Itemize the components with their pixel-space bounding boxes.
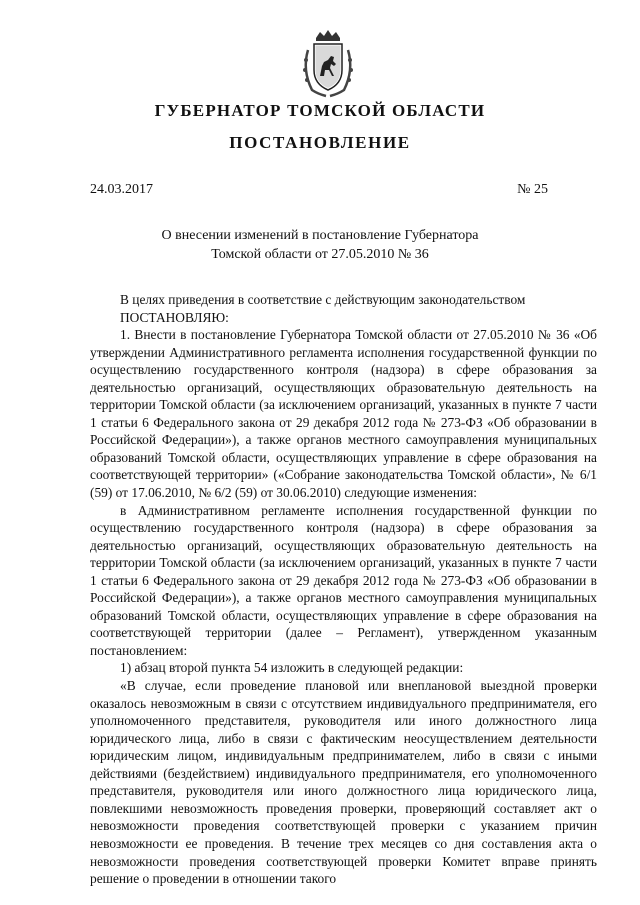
document-body xyxy=(90,291,597,888)
paragraph-resolve: ПОСТАНОВЛЯЮ: xyxy=(120,309,229,325)
paragraph-quote: «В случае, если проведение плановой или внеплановой выездной проверки оказалось невозможным в связи с отсутствием индивидуального предпринимателя, его уполномоченного представителя, руководителя или иного должностного лица юридического лица, либо в связи с фактическим неосуществлением деятельности юридическим лицом, индивидуальным предпринимателем, либо в связи с иными действиями (бездействием) индивидуального предпринимателя, его уполномоченного представителя, руководителя или иного должностного лица юридического лица, повлекшими невозможность проведения проверки, проверяющий составляет акт о невозможности проведения соответствующей проверки с указанием причин невозможности ее проведения. В течение трех месяцев со дня составления акта о невозможности проведения соответствующей проверки Комитет вправе принять решение о проведении в отношении такого xyxy=(90,678,597,887)
paragraph-item-1: 1. Внести в постановление Губернатора Томской области от 27.05.2010 № 36 «Об утверждении Административного регламента исполнения государственной функции по осуществлению государственного контроля (надзора) в сфере образования за деятельностью организаций, осуществляющих образовательную деятельность на территории Томской области (за исключением организаций, указанных в пункте 7 части 1 статьи 6 Федерального закона от 29 декабря 2012 года № 273-ФЗ «Об образовании в Российской Федерации»), а также органов местного самоуправления муниципальных образований Томской области, осуществляющих управление в сфере образования на соответствующей территории» («Собрание законодательства Томской области», № 6/1 (59) от 17.06.2010, № 6/2 (59) от 30.06.2010) следующие изменения: xyxy=(90,327,597,501)
document-subject xyxy=(0,226,640,264)
authority-title: ГУБЕРНАТОР ТОМСКОЙ ОБЛАСТИ xyxy=(154,101,486,120)
paragraph-preamble: В целях приведения в соответствие с действующим законодательством xyxy=(120,292,526,307)
document-number: № 25 xyxy=(517,182,548,197)
document-type: ПОСТАНОВЛЕНИЕ xyxy=(229,133,411,152)
paragraph-regulation: в Административном регламенте исполнения государственной функции по осуществлению государственного контроля (надзора) в сфере образования за деятельностью организаций, осуществляющих образовательную деятельность на территории Томской области (за исключением организаций, указанных в пункте 7 части 1 статьи 6 Федерального закона от 29 декабря 2012 года № 273-ФЗ «Об образовании в Российской Федерации»), а также органов местного самоуправления муниципальных образований Томской области, осуществляющих управление в сфере образования на соответствующей территории (далее – Регламент), утвержденном указанным постановлением: xyxy=(90,502,597,658)
document-date: 24.03.2017 xyxy=(90,182,153,197)
subject-line-2: Томской области от 27.05.2010 № 36 xyxy=(211,247,429,262)
subject-line-1: О внесении изменений в постановление Губернатора xyxy=(161,228,479,243)
coat-of-arms-icon xyxy=(298,30,358,98)
paragraph-subitem-1: 1) абзац второй пункта 54 изложить в следующей редакции: xyxy=(120,660,464,676)
